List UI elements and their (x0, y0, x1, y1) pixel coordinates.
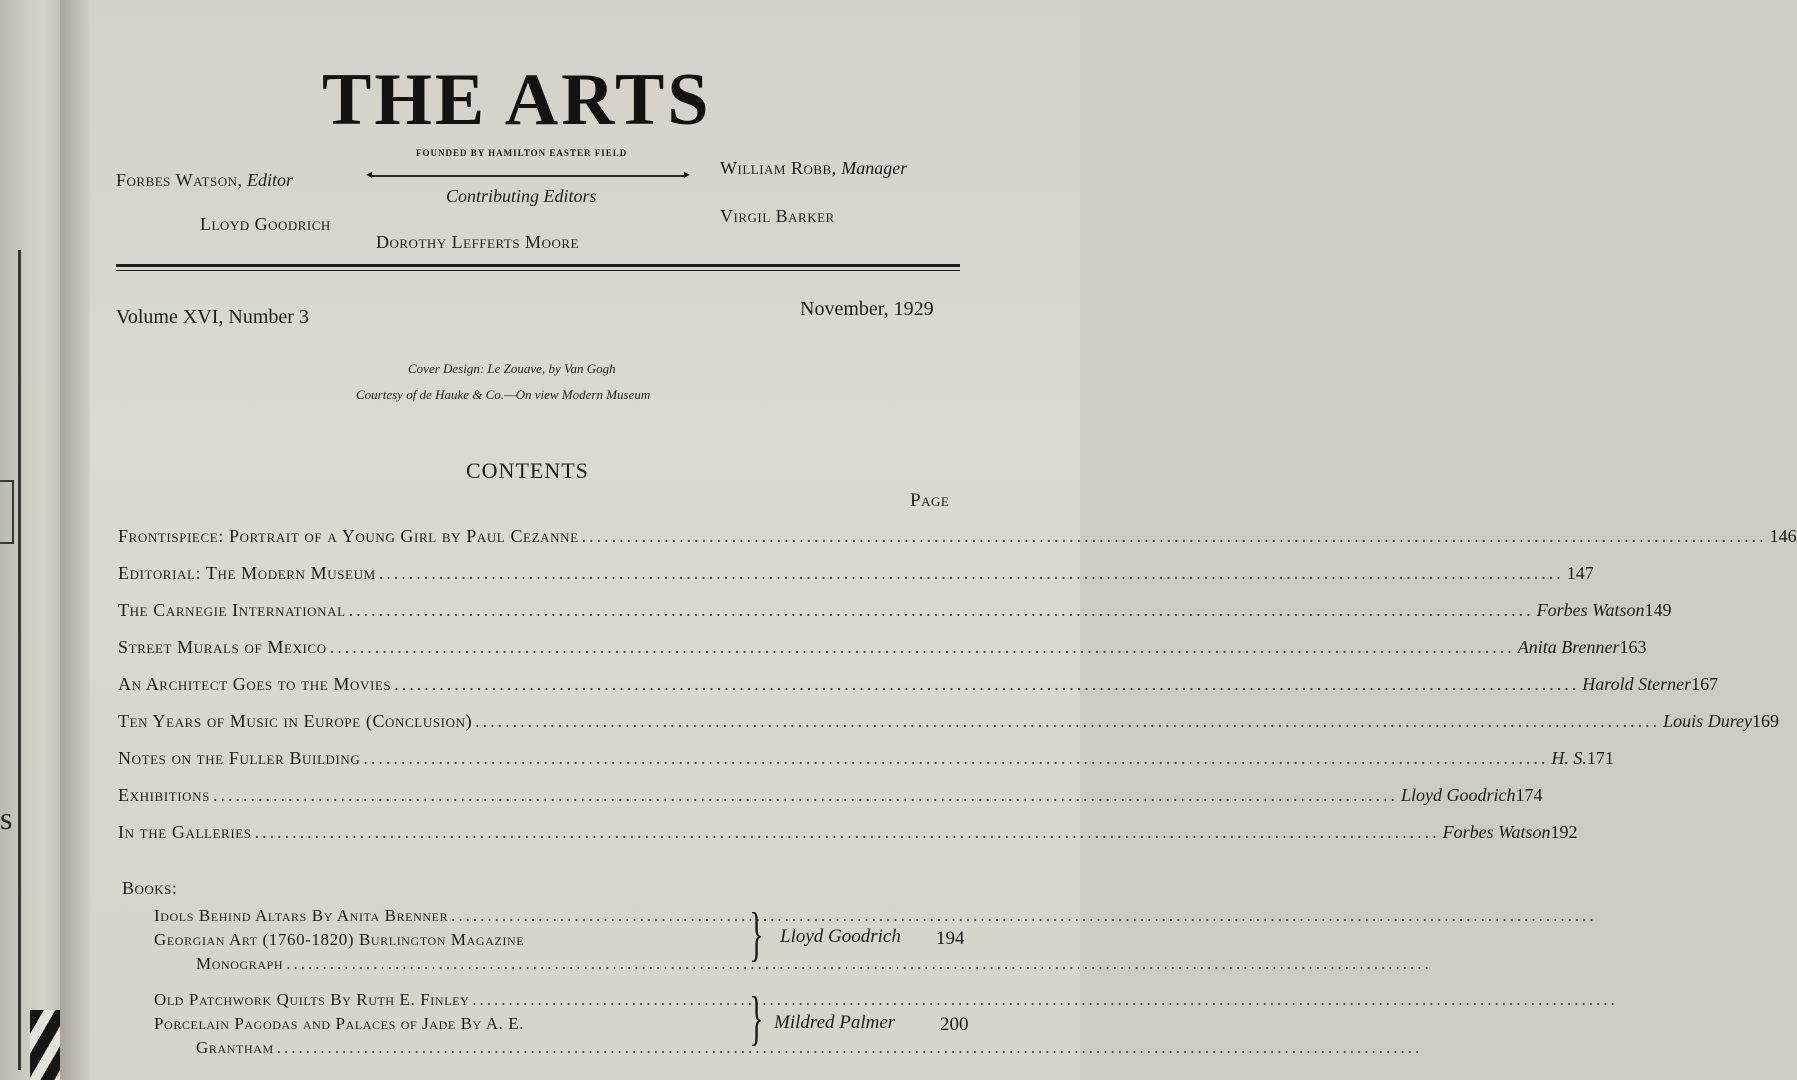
toc-author: Harold Sterner (1582, 674, 1692, 694)
double-arrow-icon (372, 175, 684, 177)
toc-leader: .............................................................................................................................................................. (212, 785, 1398, 805)
book-title: Old Patchwork Quilts By Ruth E. Finley (154, 990, 470, 1009)
masthead-rule-thin (116, 270, 960, 271)
toc-author: Louis Durey (1663, 711, 1753, 731)
toc-leader: .............................................................................................................................................................. (581, 526, 1767, 546)
contributing-editors-label: Contributing Editors (446, 186, 597, 206)
issue-date: November, 1929 (800, 298, 934, 320)
book-page: 194 (936, 928, 965, 949)
toc-leader: .............................................................................................................................................................. (378, 563, 1564, 583)
book-leader: .............................................................................................................................................................. (451, 906, 1597, 925)
book-line (196, 1038, 1423, 1061)
contributor-name: Virgil Barker (720, 206, 835, 226)
toc-title: In the Galleries (118, 822, 252, 842)
manager-role: Manager (841, 158, 908, 178)
book-title: Idols Behind Altars By Anita Brenner (154, 906, 449, 925)
right-brace-icon: } (749, 901, 764, 967)
toc-page: 149 (1644, 600, 1672, 620)
book-title: Porcelain Pagodas and Palaces of Jade By A. E. (154, 1014, 525, 1033)
editor-role: Editor (246, 170, 293, 190)
cover-credit-line: Cover Design: Le Zouave, by Van Gogh (408, 361, 616, 376)
toc-title: Notes on the Fuller Building (118, 748, 361, 768)
toc-entry (118, 785, 1543, 813)
editor-name: Forbes Watson, (116, 170, 243, 190)
toc-author: Forbes Watson (1442, 822, 1551, 842)
toc-title: Street Murals of Mexico (118, 637, 327, 657)
book-title: Monograph (196, 954, 284, 973)
toc-title: Exhibitions (118, 785, 210, 805)
book-line (154, 990, 1618, 1013)
toc-entry (118, 748, 1614, 776)
toc-author: Forbes Watson (1536, 600, 1645, 620)
cover-courtesy-line: Courtesy of de Hauke & Co.—On view Modern Museum (356, 387, 651, 402)
book-leader: .............................................................................................................................................................. (276, 1038, 1423, 1057)
toc-leader: .............................................................................................................................................................. (394, 674, 1580, 694)
contents-heading: CONTENTS (466, 458, 589, 483)
book-gutter (60, 0, 90, 1080)
toc-page: 169 (1752, 711, 1780, 731)
book-reviewer: Mildred Palmer (774, 1012, 896, 1033)
books-heading: Books: (122, 878, 178, 898)
toc-entry (118, 600, 1672, 628)
book-title: Grantham (196, 1038, 274, 1057)
book-line (196, 954, 1432, 977)
toc-entry (118, 637, 1647, 665)
volume-number: Volume XVI, Number 3 (116, 306, 309, 328)
toc-title: Ten Years of Music in Europe (Conclusion) (118, 711, 473, 731)
book-line (154, 1014, 750, 1037)
toc-title: Frontispiece: Portrait of a Young Girl by Paul Cezanne (118, 526, 579, 546)
toc-author: Lloyd Goodrich (1400, 785, 1516, 805)
page-column-label: Page (910, 490, 950, 511)
facing-page-rule (18, 250, 21, 1070)
toc-leader: .............................................................................................................................................................. (475, 711, 1661, 731)
toc-page: 167 (1691, 674, 1719, 694)
book-leader: .............................................................................................................................................................. (472, 990, 1618, 1009)
toc-entry (118, 563, 1594, 591)
manager-name: William Robb, (720, 158, 837, 178)
toc-entry (118, 822, 1578, 850)
toc-title: Editorial: The Modern Museum (118, 563, 376, 583)
masthead-rule (116, 264, 960, 267)
right-brace-icon: } (749, 985, 764, 1051)
book-leader: .............................................................................................................................................................. (286, 954, 1432, 973)
toc-entry (118, 711, 1780, 739)
toc-author: H. S. (1551, 748, 1587, 768)
toc-title: The Carnegie International (118, 600, 346, 620)
contributor-name: Lloyd Goodrich (200, 214, 331, 234)
facing-page (0, 0, 60, 1080)
toc-page: 192 (1550, 822, 1578, 842)
contents-page (90, 0, 1797, 1080)
facing-page-glyph: s (0, 800, 13, 836)
toc-author: Anita Brenner (1517, 637, 1620, 657)
toc-page: 174 (1515, 785, 1543, 805)
toc-leader: .............................................................................................................................................................. (363, 748, 1549, 768)
magazine-title: THE ARTS (322, 59, 712, 141)
book-line (154, 906, 1597, 929)
toc-leader: .............................................................................................................................................................. (329, 637, 1515, 657)
toc-entry (118, 526, 1797, 554)
toc-entry (118, 674, 1719, 702)
facing-page-mark (0, 480, 14, 544)
contributor-name: Dorothy Lefferts Moore (376, 232, 579, 252)
toc-page: 163 (1619, 637, 1647, 657)
toc-page: 147 (1566, 563, 1594, 583)
book-page: 200 (940, 1014, 969, 1035)
toc-page: 171 (1586, 748, 1614, 768)
book-reviewer: Lloyd Goodrich (780, 926, 901, 947)
manager-credit (720, 158, 907, 179)
toc-leader: .............................................................................................................................................................. (348, 600, 1534, 620)
toc-page: 146 (1769, 526, 1797, 546)
toc-leader: .............................................................................................................................................................. (254, 822, 1440, 842)
founded-line: FOUNDED BY HAMILTON EASTER FIELD (416, 148, 628, 158)
toc-title: An Architect Goes to the Movies (118, 674, 392, 694)
editor-credit (116, 170, 293, 191)
book-title: Georgian Art (1760-1820) Burlington Magazine (154, 930, 525, 949)
book-line (154, 930, 750, 953)
